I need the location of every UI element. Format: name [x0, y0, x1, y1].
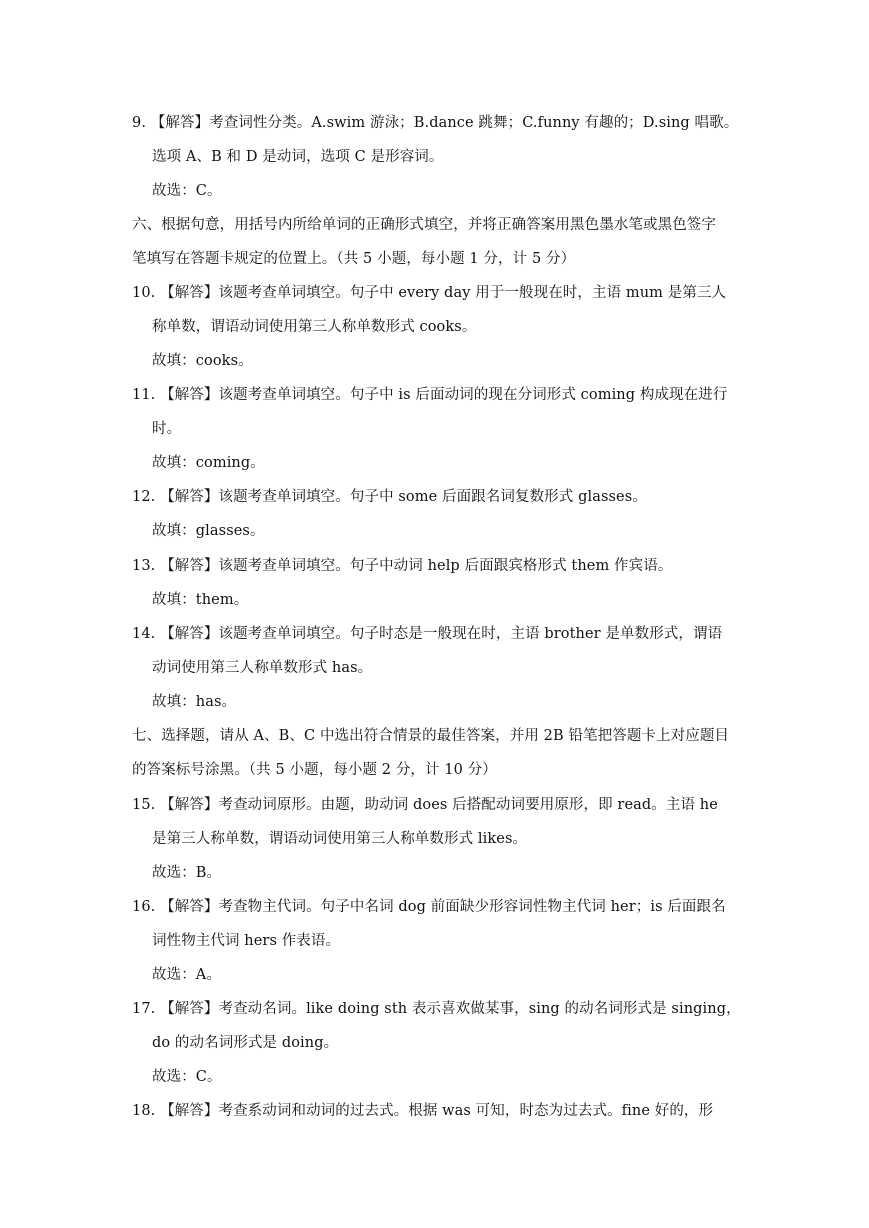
answer-9-line-2: 选项 A、B 和 D 是动词，选项 C 是形容词。 [152, 149, 444, 165]
answer-10-line-1: 10. 【解答】该题考查单词填空。句子中 every day 用于一般现在时，主语 mum 是第三人 [132, 285, 727, 301]
section-7-heading-line-2: 的答案标号涂黑。（共 5 小题，每小题 2 分，计 10 分） [132, 762, 497, 778]
answer-11-result: 故填：coming。 [152, 455, 265, 471]
answer-14-result: 故填：has。 [152, 694, 237, 710]
answer-16-line-2: 词性物主代词 hers 作表语。 [152, 933, 341, 949]
answer-16-result: 故选：A。 [152, 967, 221, 983]
answer-11-line-2: 时。 [152, 421, 182, 437]
answer-18-line-1: 18. 【解答】考查系动词和动词的过去式。根据 was 可知，时态为过去式。fine 好的，形 [132, 1103, 714, 1119]
answer-15-line-2: 是第三人称单数，谓语动词使用第三人称单数形式 likes。 [152, 831, 528, 847]
answer-15-result: 故选：B。 [152, 865, 222, 881]
section-6-heading-line-2: 笔填写在答题卡规定的位置上。（共 5 小题，每小题 1 分，计 5 分） [132, 251, 576, 267]
answer-17-result: 故选：C。 [152, 1069, 222, 1085]
answer-16-line-1: 16. 【解答】考查物主代词。句子中名词 dog 前面缺少形容词性物主代词 her；is 后面跟名 [132, 899, 726, 915]
section-7-heading-line-1: 七、选择题，请从 A、B、C 中选出符合情景的最佳答案，并用 2B 铅笔把答题卡上对应题目 [132, 728, 730, 744]
answer-11-line-1: 11. 【解答】该题考查单词填空。句子中 is 后面动词的现在分词形式 coming 构成现在进行 [132, 387, 728, 403]
answer-14-line-1: 14. 【解答】该题考查单词填空。句子时态是一般现在时，主语 brother 是单数形式，谓语 [132, 626, 723, 642]
answer-17-line-1: 17. 【解答】考查动名词。like doing sth 表示喜欢做某事，sing 的动名词形式是 singing， [132, 1001, 741, 1017]
answer-9-result: 故选：C。 [152, 183, 222, 199]
answer-10-result: 故填：cooks。 [152, 353, 253, 369]
section-6-heading-line-1: 六、根据句意，用括号内所给单词的正确形式填空，并将正确答案用黑色墨水笔或黑色签字 [132, 217, 716, 233]
answer-9-line-1: 9. 【解答】考查词性分类。A.swim 游泳；B.dance 跳舞；C.funny 有趣的；D.sing 唱歌。 [132, 115, 739, 131]
answer-17-line-2: do 的动名词形式是 doing。 [152, 1035, 339, 1051]
answer-13-line-1: 13. 【解答】该题考查单词填空。句子中动词 help 后面跟宾格形式 them 作宾语。 [132, 558, 673, 574]
answer-12-result: 故填：glasses。 [152, 523, 265, 539]
answer-15-line-1: 15. 【解答】考查动词原形。由题，助动词 does 后搭配动词要用原形，即 read。主语 he [132, 797, 718, 813]
answer-14-line-2: 动词使用第三人称单数形式 has。 [152, 660, 373, 676]
answer-12-line-1: 12. 【解答】该题考查单词填空。句子中 some 后面跟名词复数形式 glasses。 [132, 489, 647, 505]
answer-13-result: 故填：them。 [152, 592, 249, 608]
answer-10-line-2: 称单数，谓语动词使用第三人称单数形式 cooks。 [152, 319, 477, 335]
